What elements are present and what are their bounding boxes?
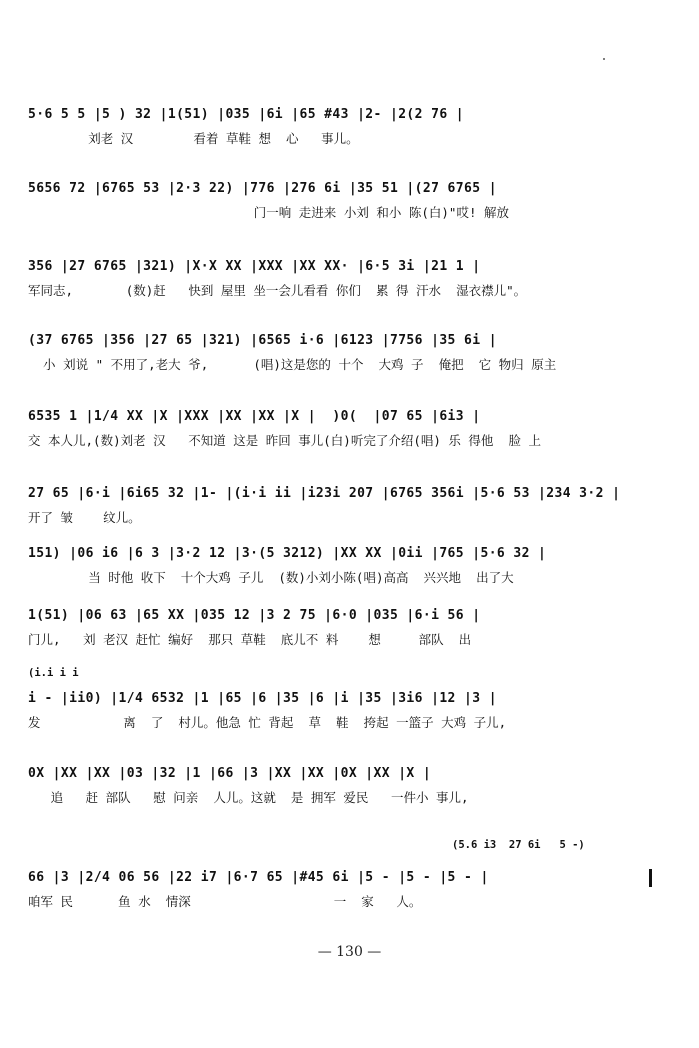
lyric-line-9: 发 离 了 村儿。他急 忙 背起 草 鞋 挎起 一篮子 大鸡 子儿,: [28, 715, 507, 730]
lyric-line-7: 当 时他 收下 十个大鸡 子儿 (数)小刘小陈(唱)高高 兴兴地 出了大: [28, 570, 514, 585]
lyric-line-1: 刘老 汉 看着 草鞋 想 心 事儿。: [28, 131, 359, 146]
page-number: — 130 —: [317, 944, 382, 960]
notation-line-1: 5·6 5 5 |5 ) 32 |1(51) |035 |6i |65 #43 |2- |2(2 76 |: [28, 107, 465, 122]
lyric-line-4: 小 刘说 " 不用了,老大 爷, (唱)这是您的 十个 大鸡 子 俺把 它 物归 原主: [28, 357, 557, 372]
lyric-line-3: 军同志, (数)赶 快到 屋里 坐一会儿看看 你们 累 得 汗水 湿衣襟儿"。: [28, 283, 527, 298]
notation-line-6: 27 65 |6·i |6i65 32 |1- |(i·i ii |i23i 207 |6765 356i |5·6 53 |234 3·2 |: [28, 486, 621, 501]
lyric-line-2: 门一响 走进来 小刘 和小 陈(白)"哎! 解放: [28, 205, 510, 220]
notation-line-2: 5656 72 |6765 53 |2·3 22) |776 |276 6i |35 51 |(27 6765 |: [28, 181, 497, 196]
notation-line-10: 0X |XX |XX |03 |32 |1 |66 |3 |XX |XX |0X |XX |X |: [28, 766, 432, 781]
lyric-line-10: 追 赶 部队 慰 问亲 人儿。这就 是 拥军 爱民 一件小 事儿,: [28, 790, 469, 805]
notation-line-8: 1(51) |06 63 |65 XX |035 12 |3 2 75 |6·0 |035 |6·i 56 |: [28, 608, 481, 623]
paper-speck: [603, 58, 605, 60]
instrumental-ending-line: (5.6 i3 27 6i 5 -): [452, 839, 585, 851]
notation-line-4: (37 6765 |356 |27 65 |321) |6565 i·6 |6123 |7756 |35 6i |: [28, 333, 497, 348]
lyric-line-5: 交 本人儿,(数)刘老 汉 不知道 这是 昨回 事儿(白)听完了介绍(唱) 乐 得他 脸 上: [28, 433, 542, 448]
lyric-line-6: 开了 皱 纹儿。: [28, 510, 141, 525]
notation-line-7: 151) |06 i6 |6 3 |3·2 12 |3·(5 3212) |XX XX |0ii |765 |5·6 32 |: [28, 546, 547, 561]
notation-line-9: i - |ii0) |1/4 6532 |1 |65 |6 |35 |6 |i |35 |3i6 |12 |3 |: [28, 691, 497, 706]
lyric-line-8: 门儿, 刘 老汉 赶忙 编好 那只 草鞋 底儿不 料 想 部队 出: [28, 632, 472, 647]
final-barline: [649, 869, 652, 887]
notation-line-3: 356 |27 6765 |321) |X·X XX |XXX |XX XX· |6·5 3i |21 1 |: [28, 259, 481, 274]
grace-notes-above-system-9: (i.i i i: [28, 667, 79, 679]
lyric-line-11: 咱军 民 鱼 水 情深 一 家 人。: [28, 894, 422, 909]
notation-line-11: 66 |3 |2/4 06 56 |22 i7 |6·7 65 |#45 6i |5 - |5 - |5 - |: [28, 870, 489, 885]
notation-line-5: 6535 1 |1/4 XX |X |XXX |XX |XX |X | )0( |07 65 |6i3 |: [28, 409, 481, 424]
